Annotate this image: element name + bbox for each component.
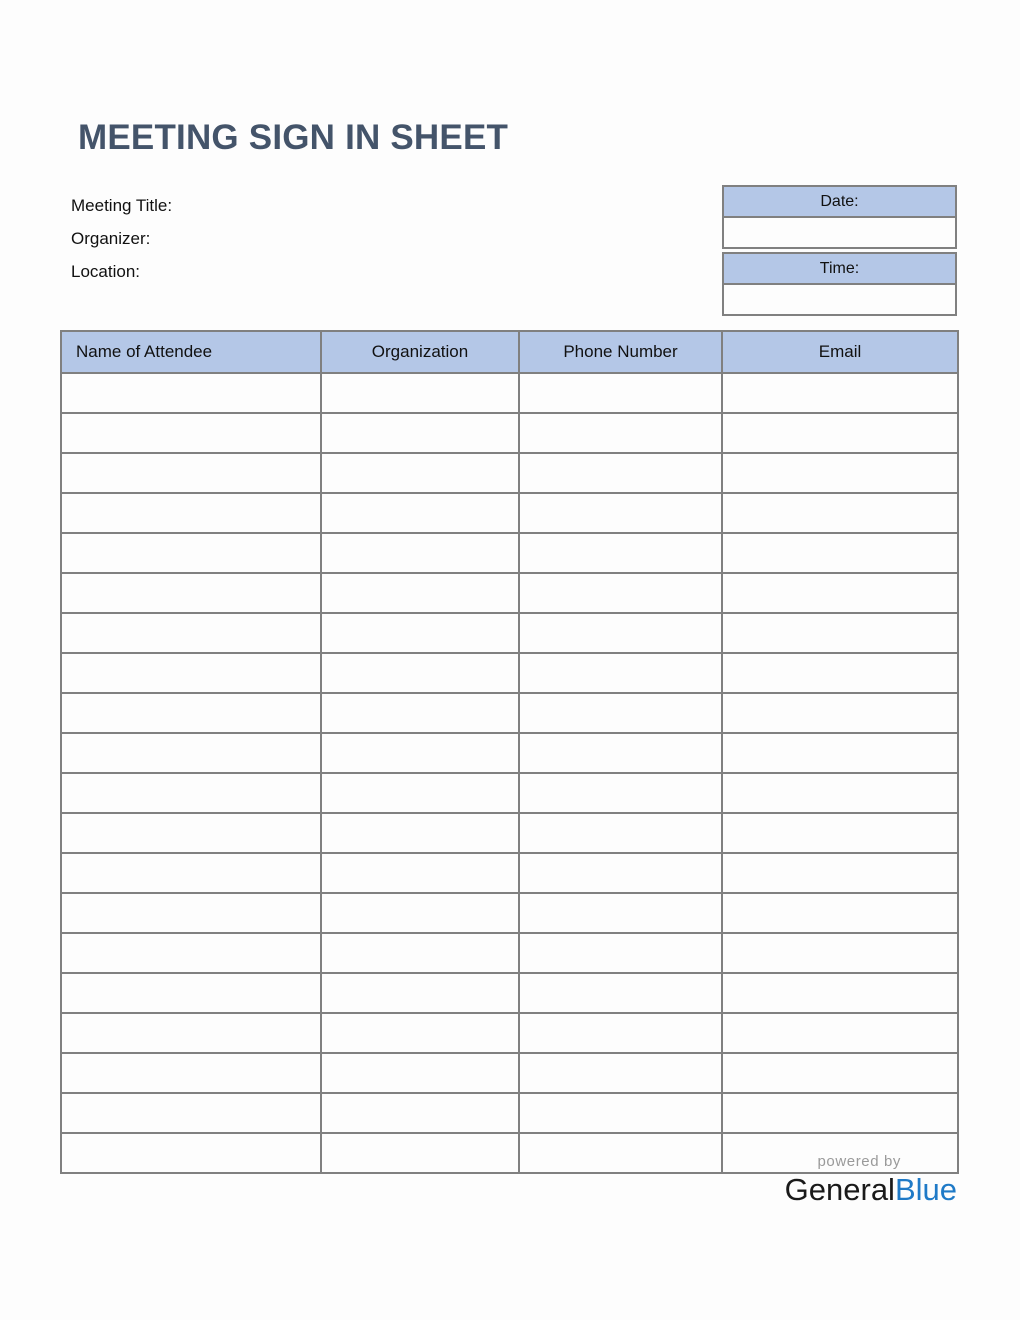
organization-cell[interactable]	[321, 933, 519, 973]
table-row	[61, 1013, 958, 1053]
table-row	[61, 1093, 958, 1133]
email-cell[interactable]	[722, 573, 958, 613]
table-row	[61, 373, 958, 413]
table-row	[61, 613, 958, 653]
attendee-name-cell[interactable]	[61, 813, 321, 853]
table-row	[61, 653, 958, 693]
phone-number-cell[interactable]	[519, 413, 722, 453]
brand-wordmark	[703, 1172, 957, 1208]
organization-cell[interactable]	[321, 613, 519, 653]
email-cell[interactable]	[722, 533, 958, 573]
attendee-name-cell[interactable]	[61, 573, 321, 613]
attendee-name-cell[interactable]	[61, 773, 321, 813]
email-cell[interactable]	[722, 613, 958, 653]
email-cell[interactable]	[722, 693, 958, 733]
table-row	[61, 893, 958, 933]
attendee-name-cell[interactable]	[61, 933, 321, 973]
brand-word-blue: Blue	[894, 1172, 957, 1207]
phone-number-cell[interactable]	[519, 733, 722, 773]
email-cell[interactable]	[722, 933, 958, 973]
email-cell[interactable]	[722, 733, 958, 773]
table-row	[61, 413, 958, 453]
phone-number-cell[interactable]	[519, 813, 722, 853]
organization-cell[interactable]	[321, 1053, 519, 1093]
organization-cell[interactable]	[321, 853, 519, 893]
time-input-cell[interactable]	[722, 283, 957, 316]
table-body	[61, 373, 958, 1173]
email-cell[interactable]	[722, 973, 958, 1013]
phone-number-cell[interactable]	[519, 1133, 722, 1173]
meeting-title-label: Meeting Title:	[71, 196, 173, 215]
brand-word-general: General	[784, 1172, 895, 1207]
email-cell[interactable]	[722, 493, 958, 533]
phone-number-cell[interactable]	[519, 533, 722, 573]
date-input-cell[interactable]	[722, 216, 957, 249]
organization-cell[interactable]	[321, 573, 519, 613]
table-row	[61, 453, 958, 493]
date-label-cell: Date:	[722, 185, 957, 218]
organization-cell[interactable]	[321, 1133, 519, 1173]
email-cell[interactable]	[722, 653, 958, 693]
organization-cell[interactable]	[321, 893, 519, 933]
organization-cell[interactable]	[321, 373, 519, 413]
phone-number-cell[interactable]	[519, 493, 722, 533]
organization-cell[interactable]	[321, 533, 519, 573]
table-row	[61, 733, 958, 773]
time-label-cell: Time:	[722, 252, 957, 285]
phone-number-cell[interactable]	[519, 933, 722, 973]
email-cell[interactable]	[722, 1053, 958, 1093]
email-cell[interactable]	[722, 373, 958, 413]
table-row	[61, 973, 958, 1013]
page-title: MEETING SIGN IN SHEET	[78, 118, 509, 157]
table-row	[61, 1053, 958, 1093]
attendee-name-cell[interactable]	[61, 1093, 321, 1133]
attendee-name-cell[interactable]	[61, 893, 321, 933]
date-time-block	[722, 185, 957, 316]
organization-cell[interactable]	[321, 453, 519, 493]
attendee-name-cell[interactable]	[61, 733, 321, 773]
table-row	[61, 533, 958, 573]
table-row	[61, 693, 958, 733]
organization-cell[interactable]	[321, 413, 519, 453]
column-header-name-of-attendee: Name of Attendee	[61, 331, 321, 373]
organization-cell[interactable]	[321, 653, 519, 693]
table-header-row	[61, 331, 958, 373]
table-row	[61, 493, 958, 533]
organization-cell[interactable]	[321, 493, 519, 533]
table-row	[61, 933, 958, 973]
attendee-name-cell[interactable]	[61, 653, 321, 693]
email-cell[interactable]	[722, 853, 958, 893]
attendee-name-cell[interactable]	[61, 1013, 321, 1053]
table-row	[61, 573, 958, 613]
attendee-name-cell[interactable]	[61, 973, 321, 1013]
email-cell[interactable]	[722, 453, 958, 493]
organization-cell[interactable]	[321, 693, 519, 733]
email-cell[interactable]	[722, 1093, 958, 1133]
organization-cell[interactable]	[321, 733, 519, 773]
meeting-info-labels	[71, 189, 631, 288]
phone-number-cell[interactable]	[519, 613, 722, 653]
attendee-name-cell[interactable]	[61, 373, 321, 413]
email-cell[interactable]	[722, 413, 958, 453]
location-label: Location:	[71, 262, 140, 281]
attendee-name-cell[interactable]	[61, 693, 321, 733]
table-row	[61, 853, 958, 893]
phone-number-cell[interactable]	[519, 973, 722, 1013]
powered-by-label: powered by	[817, 1153, 901, 1170]
email-cell[interactable]	[722, 773, 958, 813]
phone-number-cell[interactable]	[519, 373, 722, 413]
phone-number-cell[interactable]	[519, 773, 722, 813]
phone-number-cell[interactable]	[519, 693, 722, 733]
email-cell[interactable]	[722, 893, 958, 933]
attendee-name-cell[interactable]	[61, 413, 321, 453]
attendee-name-cell[interactable]	[61, 453, 321, 493]
table-row	[61, 813, 958, 853]
attendee-name-cell[interactable]	[61, 493, 321, 533]
phone-number-cell[interactable]	[519, 1093, 722, 1133]
email-cell[interactable]	[722, 813, 958, 853]
column-header-phone-number: Phone Number	[519, 331, 722, 373]
column-header-organization: Organization	[321, 331, 519, 373]
organization-cell[interactable]	[321, 813, 519, 853]
organization-cell[interactable]	[321, 1093, 519, 1133]
organization-cell[interactable]	[321, 1013, 519, 1053]
organization-cell[interactable]	[321, 973, 519, 1013]
attendee-name-cell[interactable]	[61, 613, 321, 653]
phone-number-cell[interactable]	[519, 853, 722, 893]
phone-number-cell[interactable]	[519, 1013, 722, 1053]
phone-number-cell[interactable]	[519, 573, 722, 613]
table-row	[61, 773, 958, 813]
phone-number-cell[interactable]	[519, 653, 722, 693]
attendee-name-cell[interactable]	[61, 1053, 321, 1093]
organizer-label: Organizer:	[71, 229, 151, 248]
phone-number-cell[interactable]	[519, 893, 722, 933]
attendee-name-cell[interactable]	[61, 1133, 321, 1173]
general-blue-logo	[703, 1152, 957, 1208]
attendee-name-cell[interactable]	[61, 533, 321, 573]
email-cell[interactable]	[722, 1013, 958, 1053]
phone-number-cell[interactable]	[519, 1053, 722, 1093]
attendee-sign-in-table	[60, 330, 959, 1174]
column-header-email: Email	[722, 331, 958, 373]
attendee-name-cell[interactable]	[61, 853, 321, 893]
phone-number-cell[interactable]	[519, 453, 722, 493]
organization-cell[interactable]	[321, 773, 519, 813]
